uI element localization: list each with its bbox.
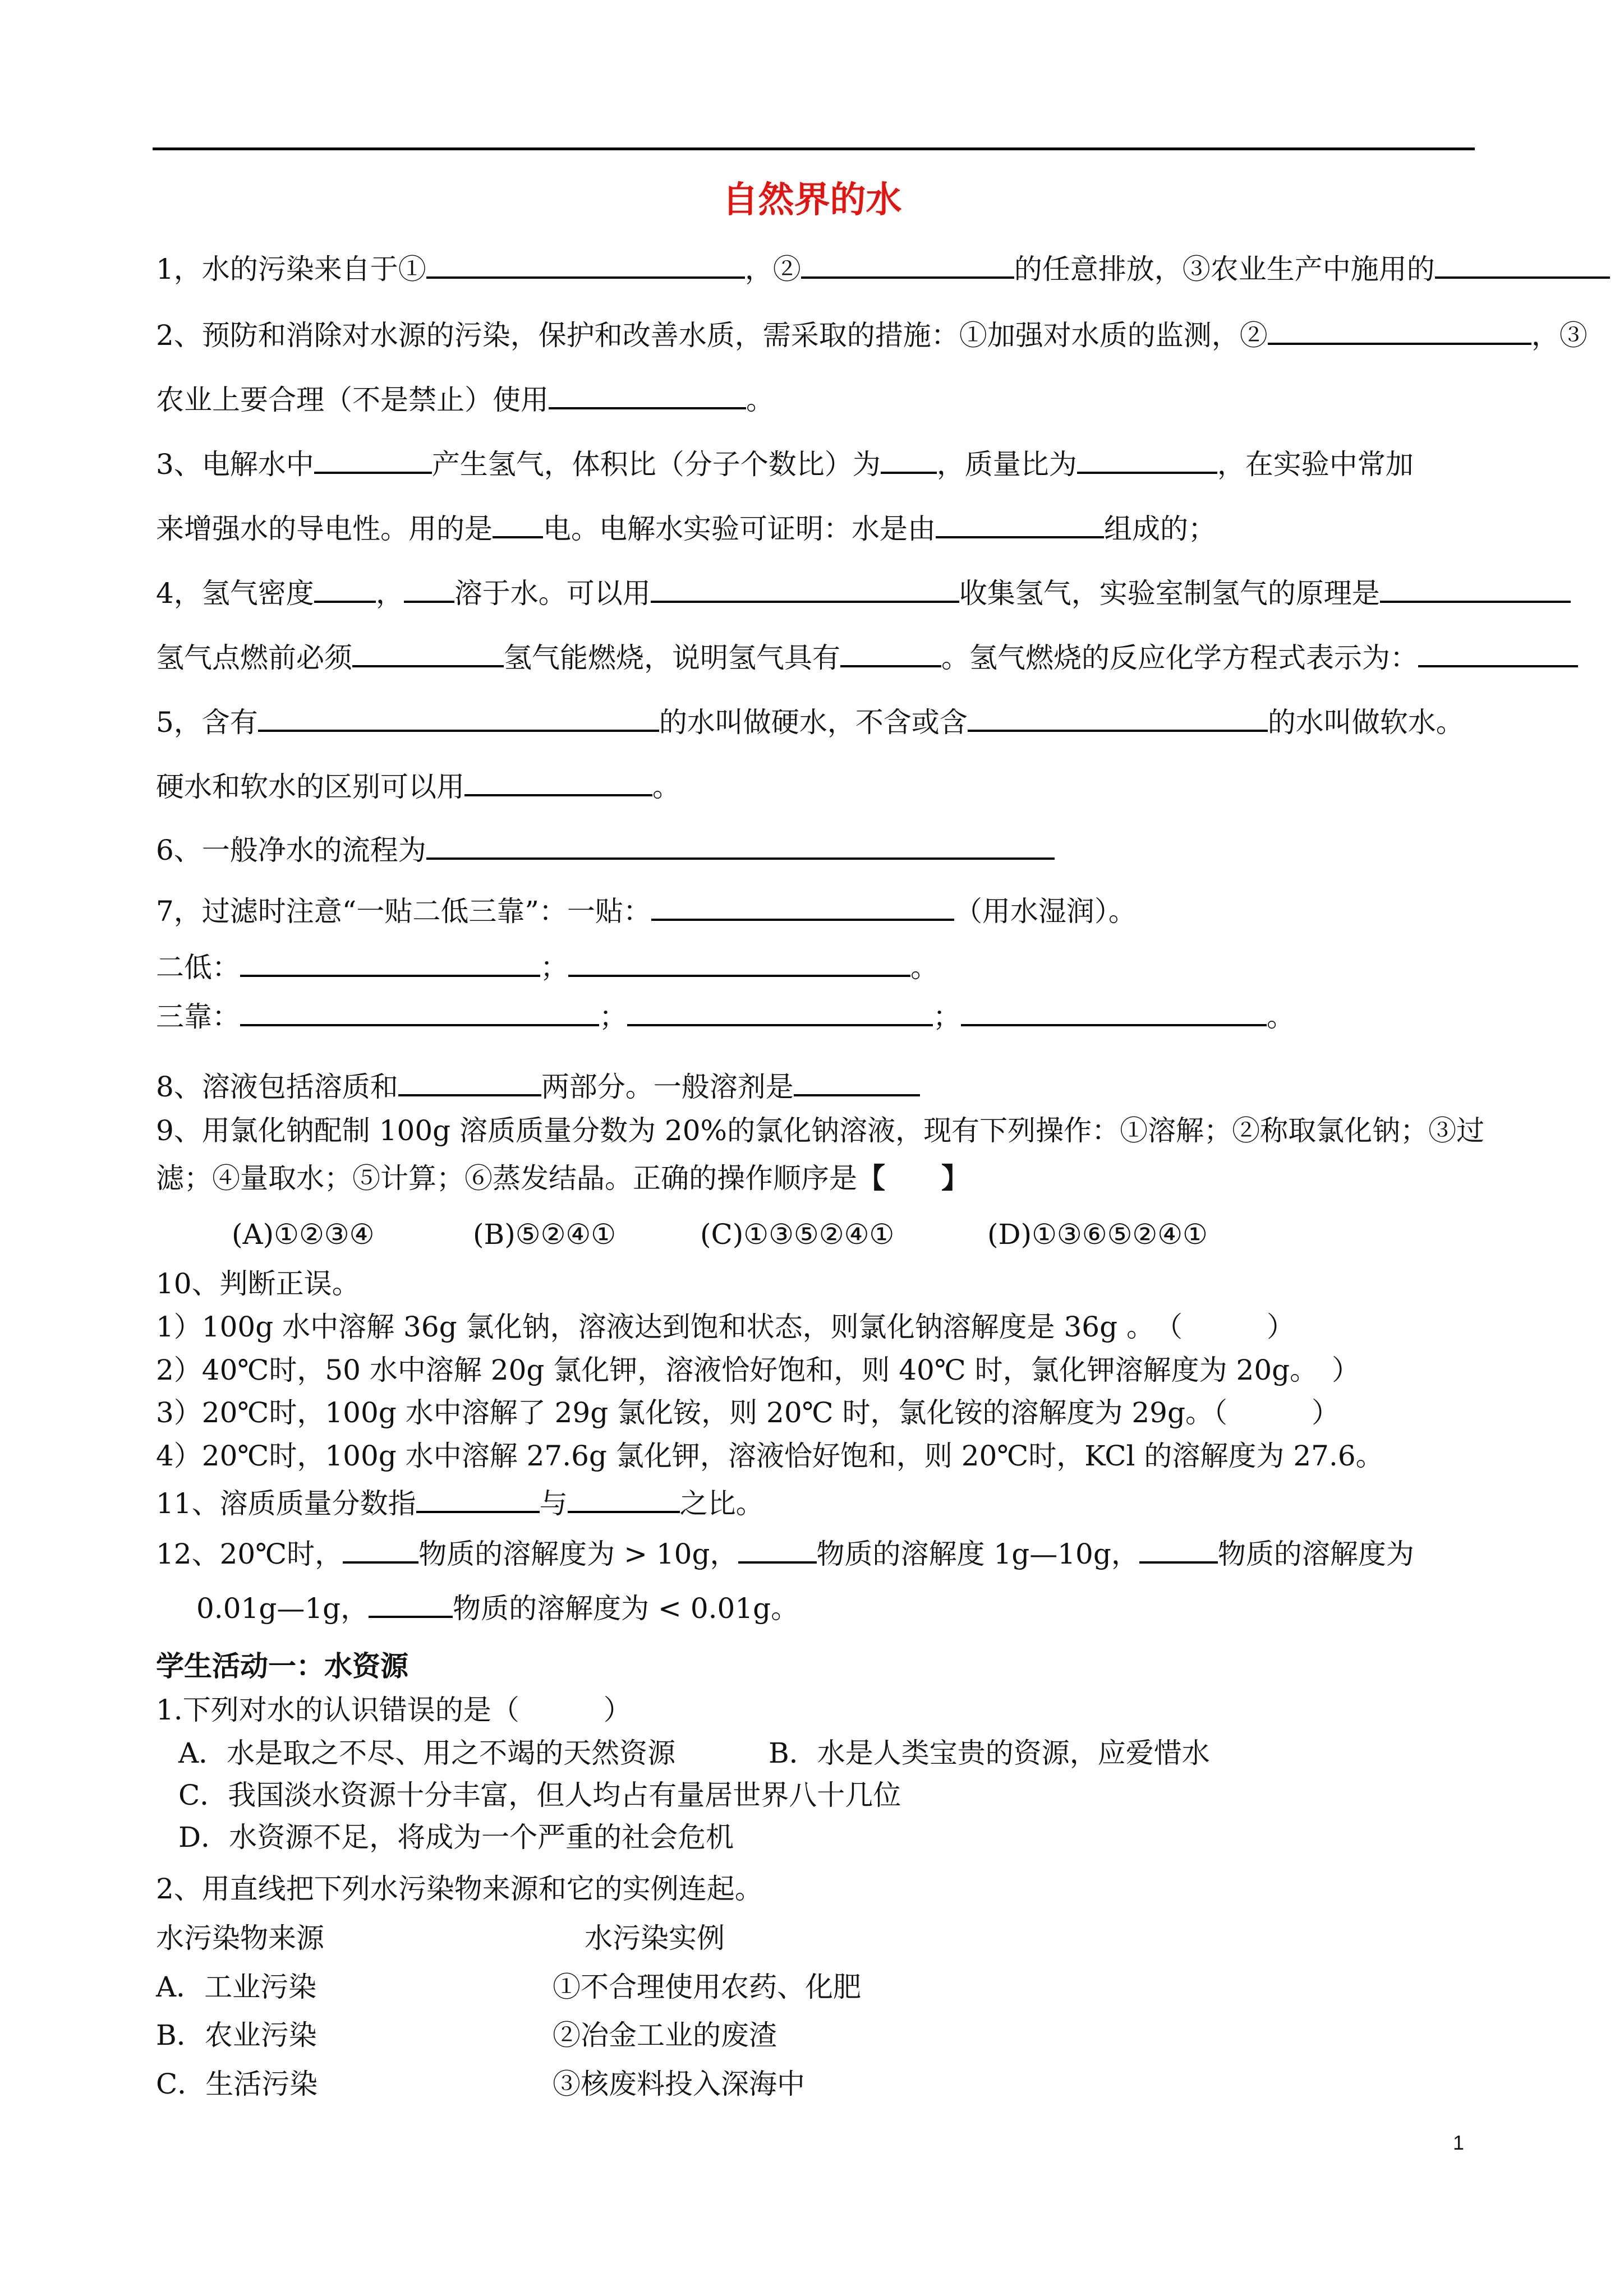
option-c[interactable]: C．我国淡水资源十分丰富，但人均占有量居世界八十几位 — [178, 1779, 901, 1811]
column-head-example: 水污染实例 — [585, 1922, 725, 1954]
page-number: 1 — [1453, 2131, 1465, 2154]
blank[interactable] — [1418, 639, 1578, 667]
question-5-cont: 硬水和软水的区别可以用 。 — [156, 768, 680, 804]
blank[interactable] — [568, 1485, 680, 1513]
blank[interactable] — [1139, 1536, 1218, 1564]
question-9-cont: 滤；④量取水；⑤计算；⑥蒸发结晶。正确的操作顺序是【 】 — [156, 1161, 969, 1195]
judge-item-2: 2）40℃时，50 水中溶解 20g 氯化钾，溶液恰好饱和，则 40℃ 时，氯化钾溶解度为 20g。 ） — [156, 1354, 1360, 1386]
question-9: 9、用氯化钠配制 100g 溶质质量分数为 20%的氯化钠溶液，现有下列操作：①溶解；②称取氯化钠；③过 — [156, 1114, 1485, 1147]
question-2: 2、预防和消除对水源的污染，保护和改善水质，需采取的措施：①加强对水质的监测，② ，③ — [156, 317, 1588, 353]
blank[interactable] — [1268, 317, 1531, 345]
blank[interactable] — [961, 998, 1267, 1026]
judge-item-1: 1）100g 水中溶解 36g 氯化钠，溶液达到饱和状态，则氯化钠溶解度是 36g 。 （ ） — [156, 1311, 1295, 1343]
question-5: 5，含有 的水叫做硬水，不含或含 的水叫做软水。 — [156, 704, 1464, 740]
column-head-source: 水污染物来源 — [156, 1922, 324, 1954]
source-item[interactable]: C．生活污染 — [156, 2068, 318, 2100]
blank[interactable] — [416, 1485, 540, 1513]
source-item[interactable]: B．农业污染 — [156, 2019, 317, 2051]
judge-item-4: 4）20℃时，100g 水中溶解 27.6g 氯化钾，溶液恰好饱和，则 20℃时，KCl 的溶解度为 27.6。 — [156, 1440, 1384, 1472]
question-4-cont: 氢气点燃前必须 氢气能燃烧，说明氢气具有 。氢气燃烧的反应化学方程式表示为： — [156, 639, 1578, 675]
blank[interactable] — [1435, 251, 1610, 279]
blank[interactable] — [738, 1536, 817, 1564]
question-12: 12、20℃时， 物质的溶解度为 > 10g， 物质的溶解度 1g—10g， 物质的溶解度为 — [156, 1536, 1414, 1571]
section-heading: 学生活动一：水资源 — [156, 1650, 408, 1682]
question-4: 4，氢气密度 ， 溶于水。可以用 收集氢气，实验室制氢气的原理是 — [156, 575, 1571, 611]
option-b[interactable]: B．水是人类宝贵的资源，应爱惜水 — [769, 1737, 1210, 1769]
question-8: 8、溶液包括溶质和 两部分。一般溶剂是 — [156, 1068, 920, 1104]
blank[interactable] — [968, 704, 1268, 732]
blank[interactable] — [352, 639, 504, 667]
blank[interactable] — [651, 893, 954, 921]
example-item[interactable]: ②冶金工业的废渣 — [553, 2019, 777, 2051]
source-item[interactable]: A．工业污染 — [156, 1971, 317, 2003]
question-2-cont: 农业上要合理（不是禁止）使用 。 — [156, 381, 774, 417]
example-item[interactable]: ③核废料投入深海中 — [553, 2068, 805, 2100]
blank[interactable] — [464, 768, 652, 796]
question-11: 11、溶质质量分数指 与 之比。 — [156, 1485, 764, 1521]
blank[interactable] — [369, 1590, 453, 1618]
question-3-cont: 来增强水的导电性。用的是 电。电解水实验可证明：水是由 组成的； — [156, 510, 1216, 546]
question-7-two-low: 二低： ； 。 — [156, 949, 938, 985]
blank[interactable] — [1380, 575, 1571, 603]
option-b[interactable]: (B)⑤②④① — [473, 1218, 617, 1251]
example-item[interactable]: ①不合理使用农药、化肥 — [553, 1971, 861, 2003]
blank[interactable] — [426, 251, 745, 279]
question-10: 10、判断正误。 — [156, 1267, 360, 1300]
blank[interactable] — [398, 1068, 541, 1096]
question-3: 3、电解水中 产生氢气，体积比（分子个数比）为 ，质量比为 ，在实验中常加 — [156, 446, 1414, 482]
option-d[interactable]: (D)①③⑥⑤②④① — [987, 1218, 1208, 1251]
blank[interactable] — [794, 1068, 920, 1096]
activity-question-1: 1.下列对水的认识错误的是（ ） — [156, 1694, 632, 1726]
blank[interactable] — [343, 1536, 418, 1564]
option-c[interactable]: (C)①③⑤②④① — [700, 1218, 895, 1251]
blank[interactable] — [493, 510, 543, 538]
question-7: 7，过滤时注意“一贴二低三靠”：一贴： （用水湿润）。 — [156, 893, 1137, 929]
blank[interactable] — [568, 949, 910, 977]
activity-question-2: 2、用直线把下列水污染物来源和它的实例连起。 — [156, 1873, 763, 1905]
option-a[interactable]: A．水是取之不尽、用之不竭的天然资源 — [178, 1737, 676, 1769]
blank[interactable] — [801, 251, 1014, 279]
blank[interactable] — [258, 704, 659, 732]
header-rule — [153, 147, 1475, 150]
blank[interactable] — [651, 575, 959, 603]
question-12-cont: 0.01g—1g， 物质的溶解度为 < 0.01g。 — [196, 1590, 799, 1626]
blank[interactable] — [936, 510, 1104, 538]
blank[interactable] — [549, 381, 746, 409]
question-1: 1，水的污染来自于① ，② 的任意排放，③农业生产中施用的 — [156, 251, 1610, 287]
blank[interactable] — [1077, 446, 1217, 474]
blank[interactable] — [881, 446, 937, 474]
blank[interactable] — [840, 639, 941, 667]
judge-item-3: 3）20℃时，100g 水中溶解了 29g 氯化铵，则 20℃ 时，氯化铵的溶解度为 29g。（ ） — [156, 1396, 1340, 1429]
question-7-three-lean: 三靠： ； ； 。 — [156, 998, 1295, 1034]
blank[interactable] — [240, 998, 599, 1026]
option-a[interactable]: (A)①②③④ — [232, 1218, 375, 1251]
blank[interactable] — [240, 949, 540, 977]
blank[interactable] — [426, 832, 1055, 860]
option-d[interactable]: D．水资源不足，将成为一个严重的社会危机 — [178, 1821, 734, 1854]
blank[interactable] — [404, 575, 454, 603]
blank[interactable] — [314, 446, 432, 474]
blank[interactable] — [627, 998, 933, 1026]
page-title: 自然界的水 — [722, 179, 902, 221]
question-6: 6、一般净水的流程为 — [156, 832, 1055, 868]
blank[interactable] — [314, 575, 376, 603]
